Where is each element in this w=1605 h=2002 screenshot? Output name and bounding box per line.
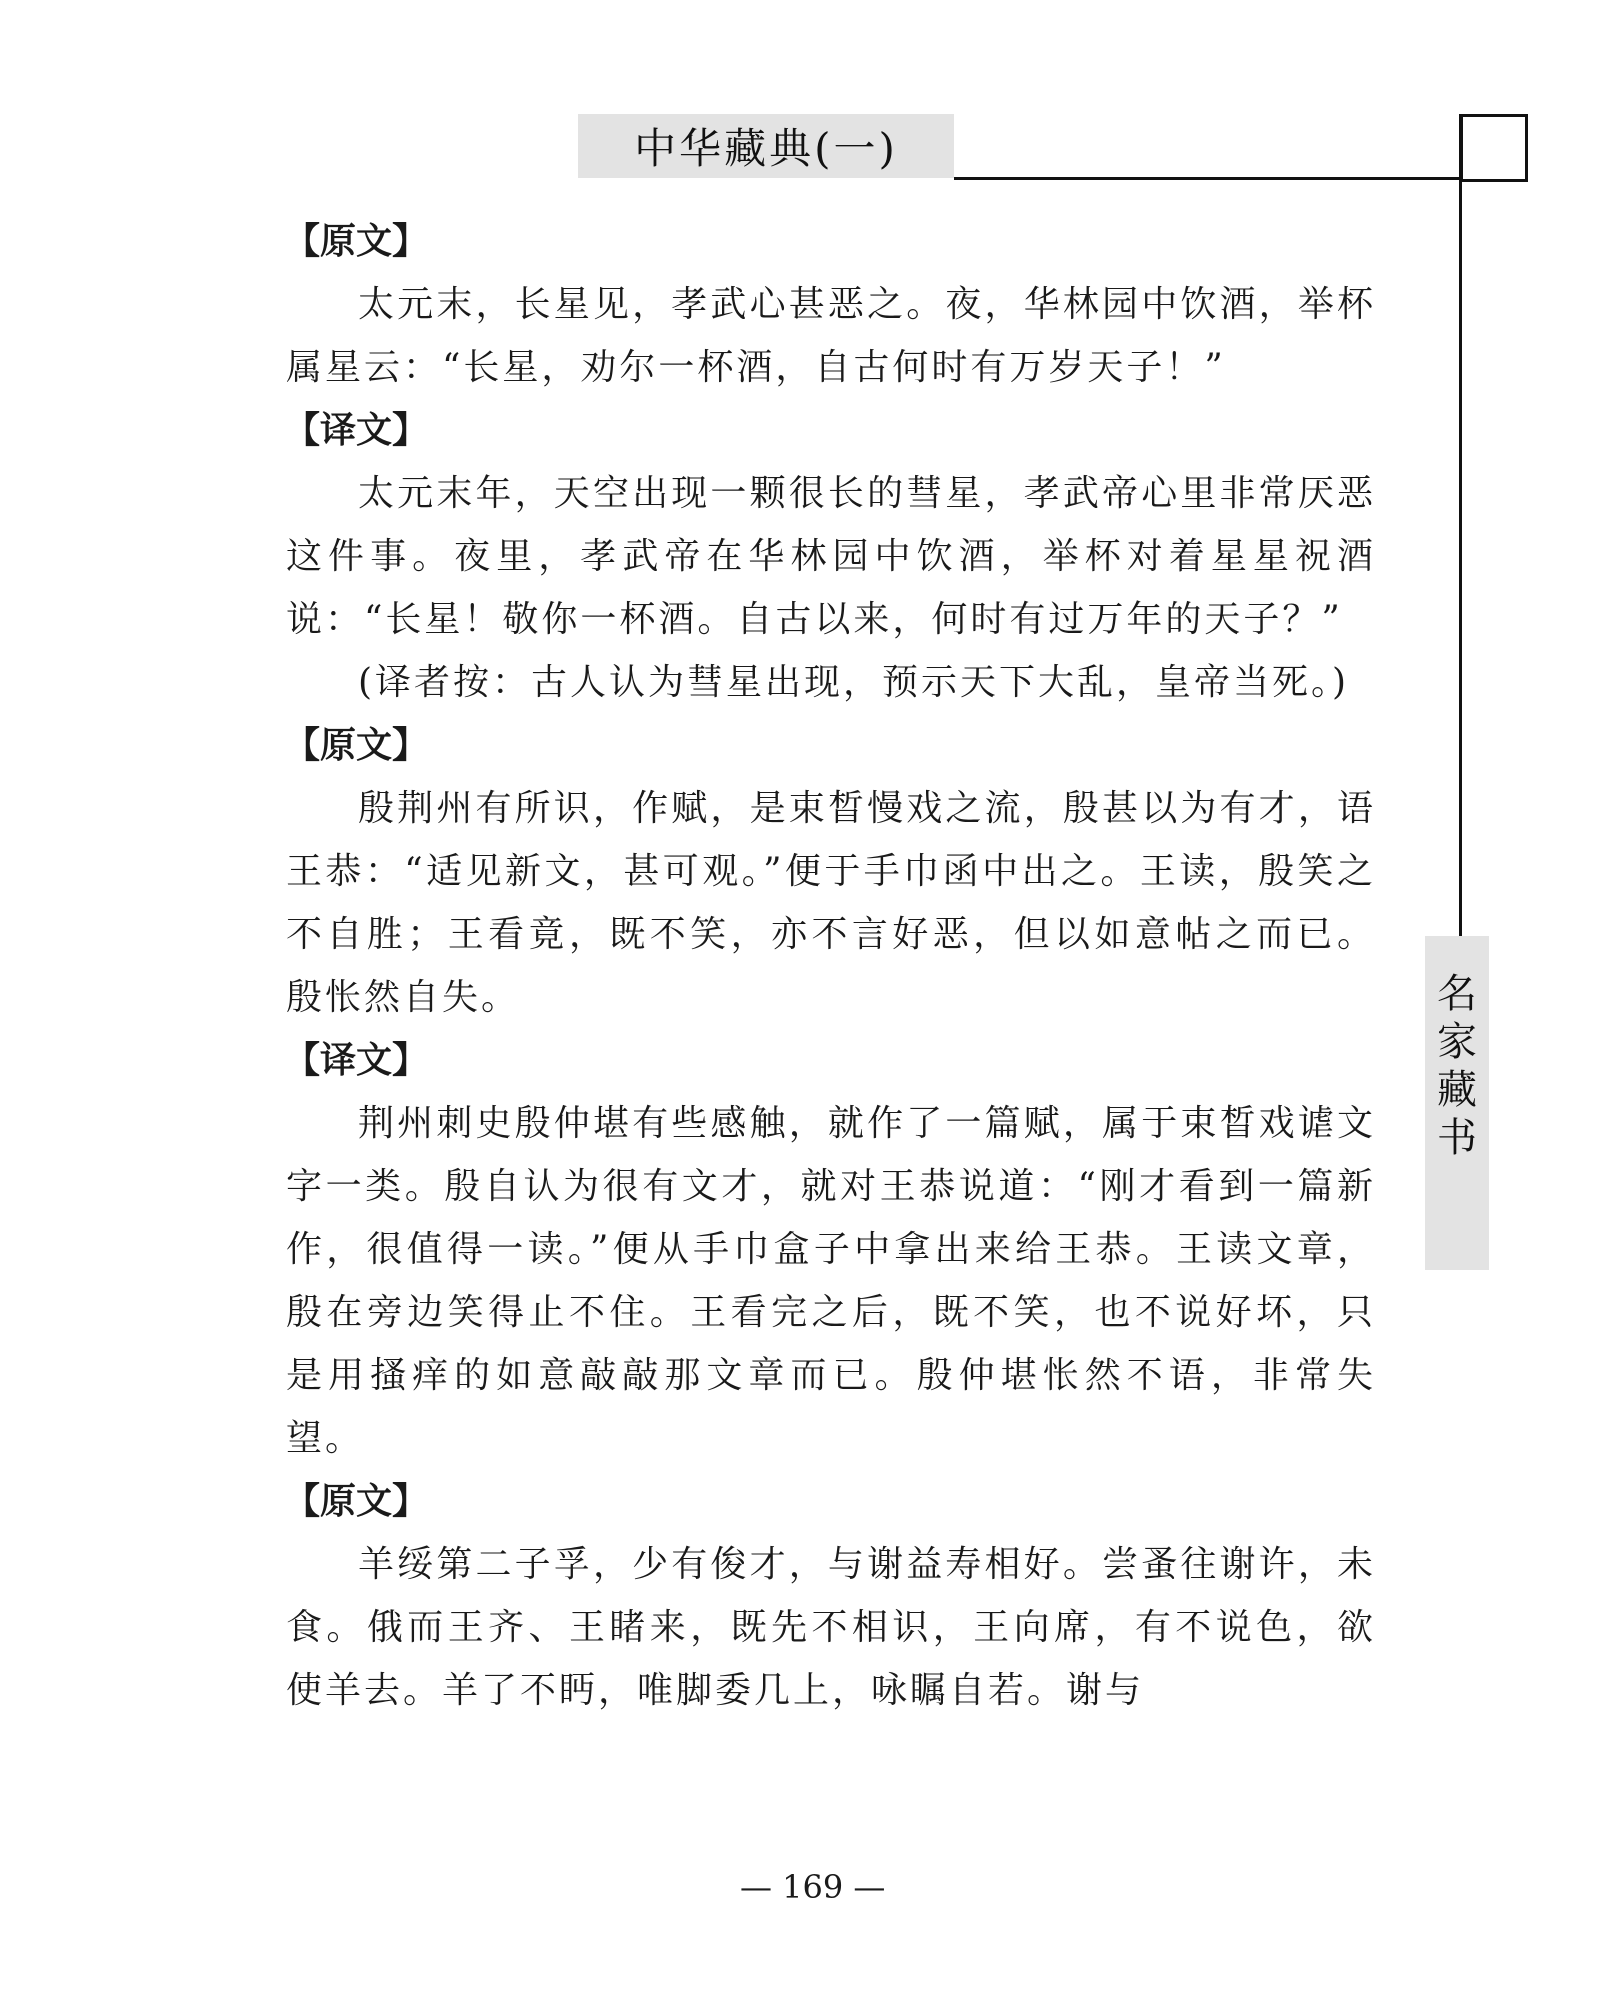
paragraph: 殷荆州有所识，作赋，是束晳慢戏之流，殷甚以为有才，语王恭：“适见新文，甚可观。”便于手巾函中出之。王读，殷笑之不自胜；王看竟，既不笑，亦不言好恶，但以如意帖之而已。殷怅然自失。 bbox=[286, 788, 1376, 1018]
paragraph: 太元末年，天空出现一颗很长的彗星，孝武帝心里非常厌恶这件事。夜里，孝武帝在华林园中饮酒，举杯对着星星祝酒说：“长星！敬你一杯酒。自古以来，何时有过万年的天子？” bbox=[286, 473, 1376, 640]
corner-box-decoration bbox=[1460, 114, 1528, 182]
paragraph: 羊绥第二子孚，少有俊才，与谢益寿相好。尝蚤往谢许，未食。俄而王齐、王睹来，既先不相识，王向席，有不说色，欲使羊去。羊了不眄，唯脚委几上，咏瞩自若。谢与 bbox=[286, 1544, 1376, 1711]
side-tab-char: 家 bbox=[1437, 1019, 1477, 1065]
section-heading: 【译文】 bbox=[284, 1040, 429, 1081]
section-heading: 【原文】 bbox=[284, 1481, 429, 1522]
header-title-text: 中华藏典(一) bbox=[634, 124, 898, 173]
paragraph: 太元末，长星见，孝武心甚恶之。夜，华林园中饮酒，举杯属星云：“长星，劝尔一杯酒，自古何时有万岁天子！” bbox=[286, 284, 1376, 388]
section-heading: 【译文】 bbox=[284, 410, 429, 451]
side-tab-char: 书 bbox=[1437, 1115, 1477, 1161]
side-tab-label bbox=[1425, 936, 1489, 1270]
header-rule bbox=[954, 177, 1524, 180]
running-header-title bbox=[578, 114, 954, 178]
page-number-text: — 169 — bbox=[740, 1868, 886, 1906]
page-body bbox=[286, 210, 1376, 1722]
side-tab-char: 藏 bbox=[1437, 1067, 1477, 1113]
section-heading: 【原文】 bbox=[284, 725, 429, 766]
paragraph-note: (译者按：古人认为彗星出现，预示天下大乱，皇帝当死。) bbox=[358, 662, 1350, 703]
section-heading: 【原文】 bbox=[284, 221, 429, 262]
margin-rule bbox=[1459, 114, 1462, 936]
side-tab-char: 名 bbox=[1437, 971, 1477, 1017]
paragraph: 荆州刺史殷仲堪有些感触，就作了一篇赋，属于束晳戏谑文字一类。殷自认为很有文才，就对王恭说道：“刚才看到一篇新作，很值得一读。”便从手巾盒子中拿出来给王恭。王读文章，殷在旁边笑得止不住。王看完之后，既不笑，也不说好坏，只是用搔痒的如意敲敲那文章而已。殷仲堪怅然不语，非常失望。 bbox=[286, 1103, 1376, 1459]
